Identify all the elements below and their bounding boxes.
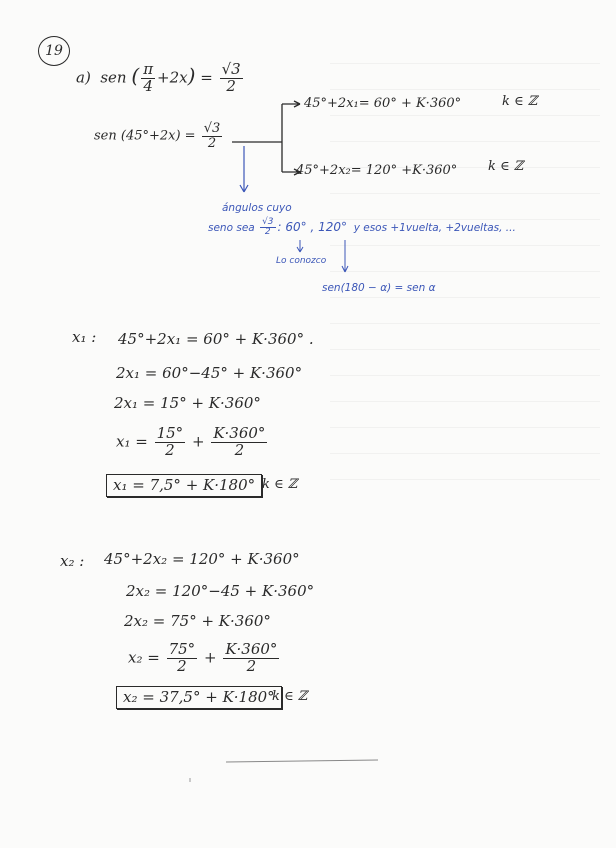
branch-bottom: 45°+2x₂= 120° +K·360° bbox=[296, 163, 458, 178]
branch-bottom-k: k ∈ ℤ bbox=[488, 159, 524, 174]
x1-step3: 2x₁ = 15° + K·360° bbox=[114, 394, 261, 412]
x1-step4: x₁ = $\frac{15^\circ}{2}$ + $\frac{K\cdot 360^\circ}{2}$ bbox=[116, 424, 266, 459]
x2-step2: 2x₂ = 120°−45 + K·360° bbox=[126, 582, 315, 600]
part-a-equation: a) sen ( $\frac{\pi}{4}$ +2x) = $\frac{√3}{2}$ bbox=[76, 60, 241, 95]
sen-func: sen bbox=[100, 68, 127, 87]
problem-number-circle bbox=[38, 36, 70, 66]
x2-step4: x₂ = $\frac{75^\circ}{2}$ + $\frac{K\cdot 360^\circ}{2}$ bbox=[128, 640, 278, 675]
note-identity: sen(180 − α) = sen α bbox=[322, 282, 436, 294]
restated-equation: sen (45°+2x) = $\frac{√3}{2}$ bbox=[94, 121, 221, 151]
note-line2: seno sea $\frac{√3}{2}$ : 60° , 120° y esos +1vuelta, +2vueltas, ... bbox=[208, 217, 516, 238]
branch-top: 45°+2x₁= 60° + K·360° bbox=[304, 96, 462, 111]
x2-label: x₂ : bbox=[60, 552, 85, 570]
problem-number: 19 bbox=[45, 43, 63, 59]
x2-result-k: k ∈ ℤ bbox=[272, 689, 308, 704]
x1-step1: 45°+2x₁ = 60° + K·360° . bbox=[118, 330, 314, 348]
x2-step3: 2x₂ = 75° + K·360° bbox=[124, 612, 271, 630]
x2-step1: 45°+2x₂ = 120° + K·360° bbox=[104, 550, 300, 568]
x1-label: x₁ : bbox=[72, 328, 97, 346]
x1-step2: 2x₁ = 60°−45° + K·360° bbox=[116, 364, 303, 382]
part-label: a) bbox=[76, 68, 91, 87]
x2-result-box: x₂ = 37,5° + K·180° bbox=[116, 686, 282, 709]
note-line1: ángulos cuyo bbox=[222, 202, 292, 214]
x1-result-box: x₁ = 7,5° + K·180° bbox=[106, 474, 262, 497]
note-known: Lo conozco bbox=[276, 256, 327, 266]
branch-top-k: k ∈ ℤ bbox=[502, 94, 538, 109]
x1-result-k: k ∈ ℤ bbox=[262, 477, 298, 492]
